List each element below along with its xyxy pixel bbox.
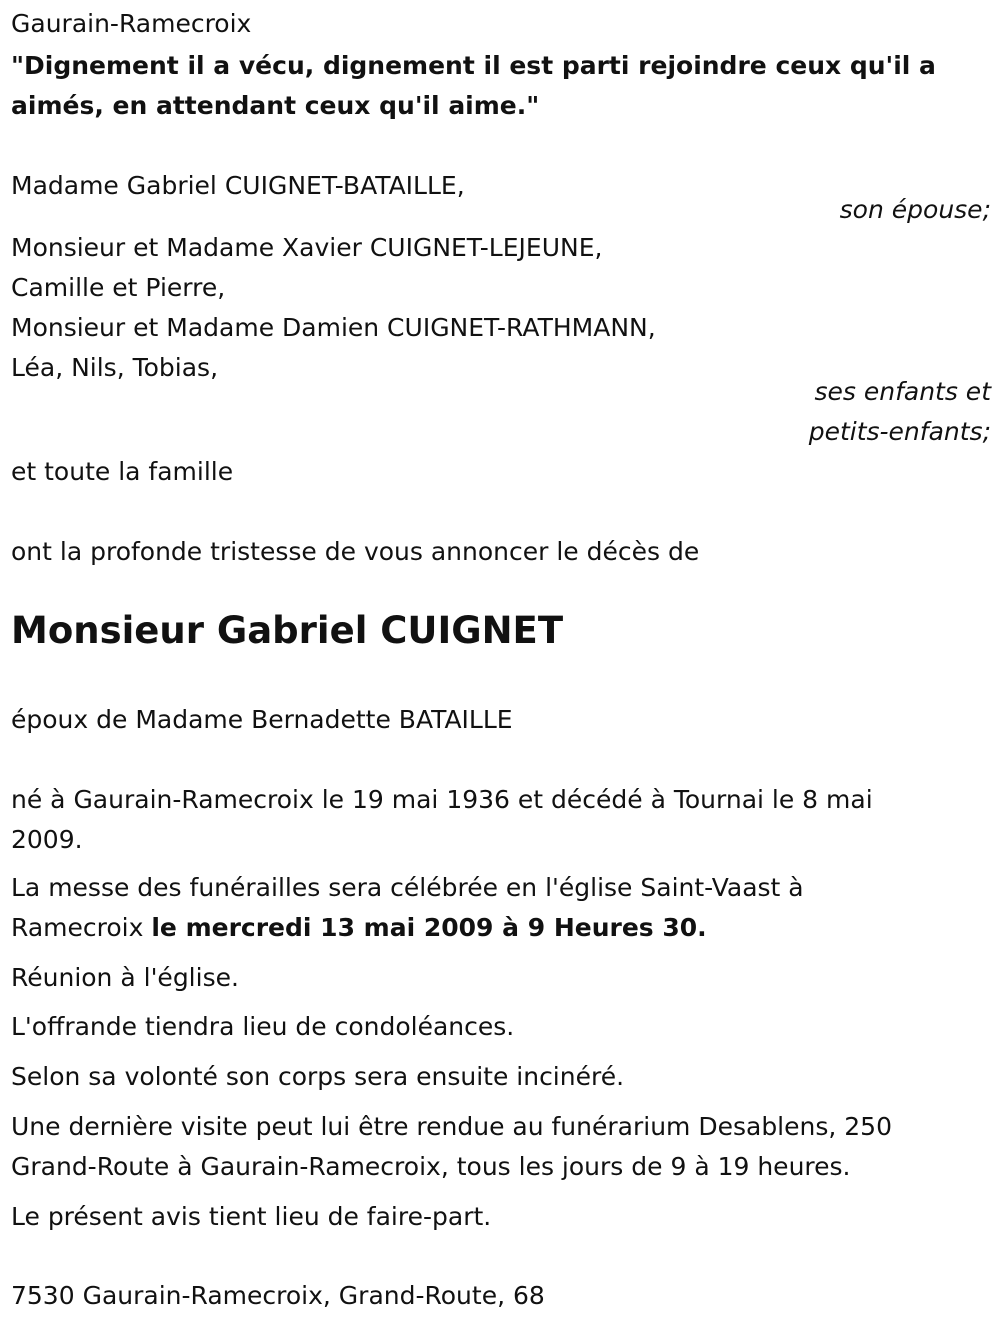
children-role-line-1: ses enfants et [814,377,991,406]
location-header: Gaurain-Ramecroix [11,9,252,38]
meeting-line: Réunion à l'église. [11,963,239,992]
grandchildren-2: Léa, Nils, Tobias, [11,353,219,382]
birth-death-line-2: 2009. [11,825,83,854]
obituary-notice [11,0,991,1330]
children-role-line-2: petits-enfants; [808,417,991,446]
visit-line-1: Une dernière visite peut lui être rendue au funérarium Desablens, 250 [11,1112,892,1141]
quote-line-2: aimés, en attendant ceux qu'il aime." [11,91,540,120]
mass-datetime: le mercredi 13 mai 2009 à 9 Heures 30. [151,913,707,942]
notice-line: Le présent avis tient lieu de faire-part. [11,1202,492,1231]
whole-family: et toute la famille [11,457,234,486]
mass-place: Ramecroix [11,913,152,942]
mass-line-2 [11,908,707,948]
visit-line-2: Grand-Route à Gaurain-Ramecroix, tous les jours de 9 à 19 heures. [11,1152,851,1181]
child-1-name: Monsieur et Madame Xavier CUIGNET-LEJEUNE, [11,233,603,262]
offering-line: L'offrande tiendra lieu de condoléances. [11,1012,515,1041]
address-line: 7530 Gaurain-Ramecroix, Grand-Route, 68 [11,1281,545,1310]
child-2-name: Monsieur et Madame Damien CUIGNET-RATHMANN, [11,313,656,342]
quote-line-1: "Dignement il a vécu, dignement il est parti rejoindre ceux qu'il a [11,51,936,80]
cremation-line: Selon sa volonté son corps sera ensuite incinéré. [11,1062,625,1091]
spouse-role: son épouse; [839,195,991,224]
mass-line-1: La messe des funérailles sera célébrée en l'église Saint-Vaast à [11,873,804,902]
spouse-of-line: époux de Madame Bernadette BATAILLE [11,705,513,734]
deceased-name: Monsieur Gabriel CUIGNET [11,609,564,652]
spouse-name: Madame Gabriel CUIGNET-BATAILLE, [11,171,465,200]
birth-death-line-1: né à Gaurain-Ramecroix le 19 mai 1936 et décédé à Tournai le 8 mai [11,785,873,814]
grandchildren-1: Camille et Pierre, [11,273,226,302]
announcement-text: ont la profonde tristesse de vous annoncer le décès de [11,537,700,566]
